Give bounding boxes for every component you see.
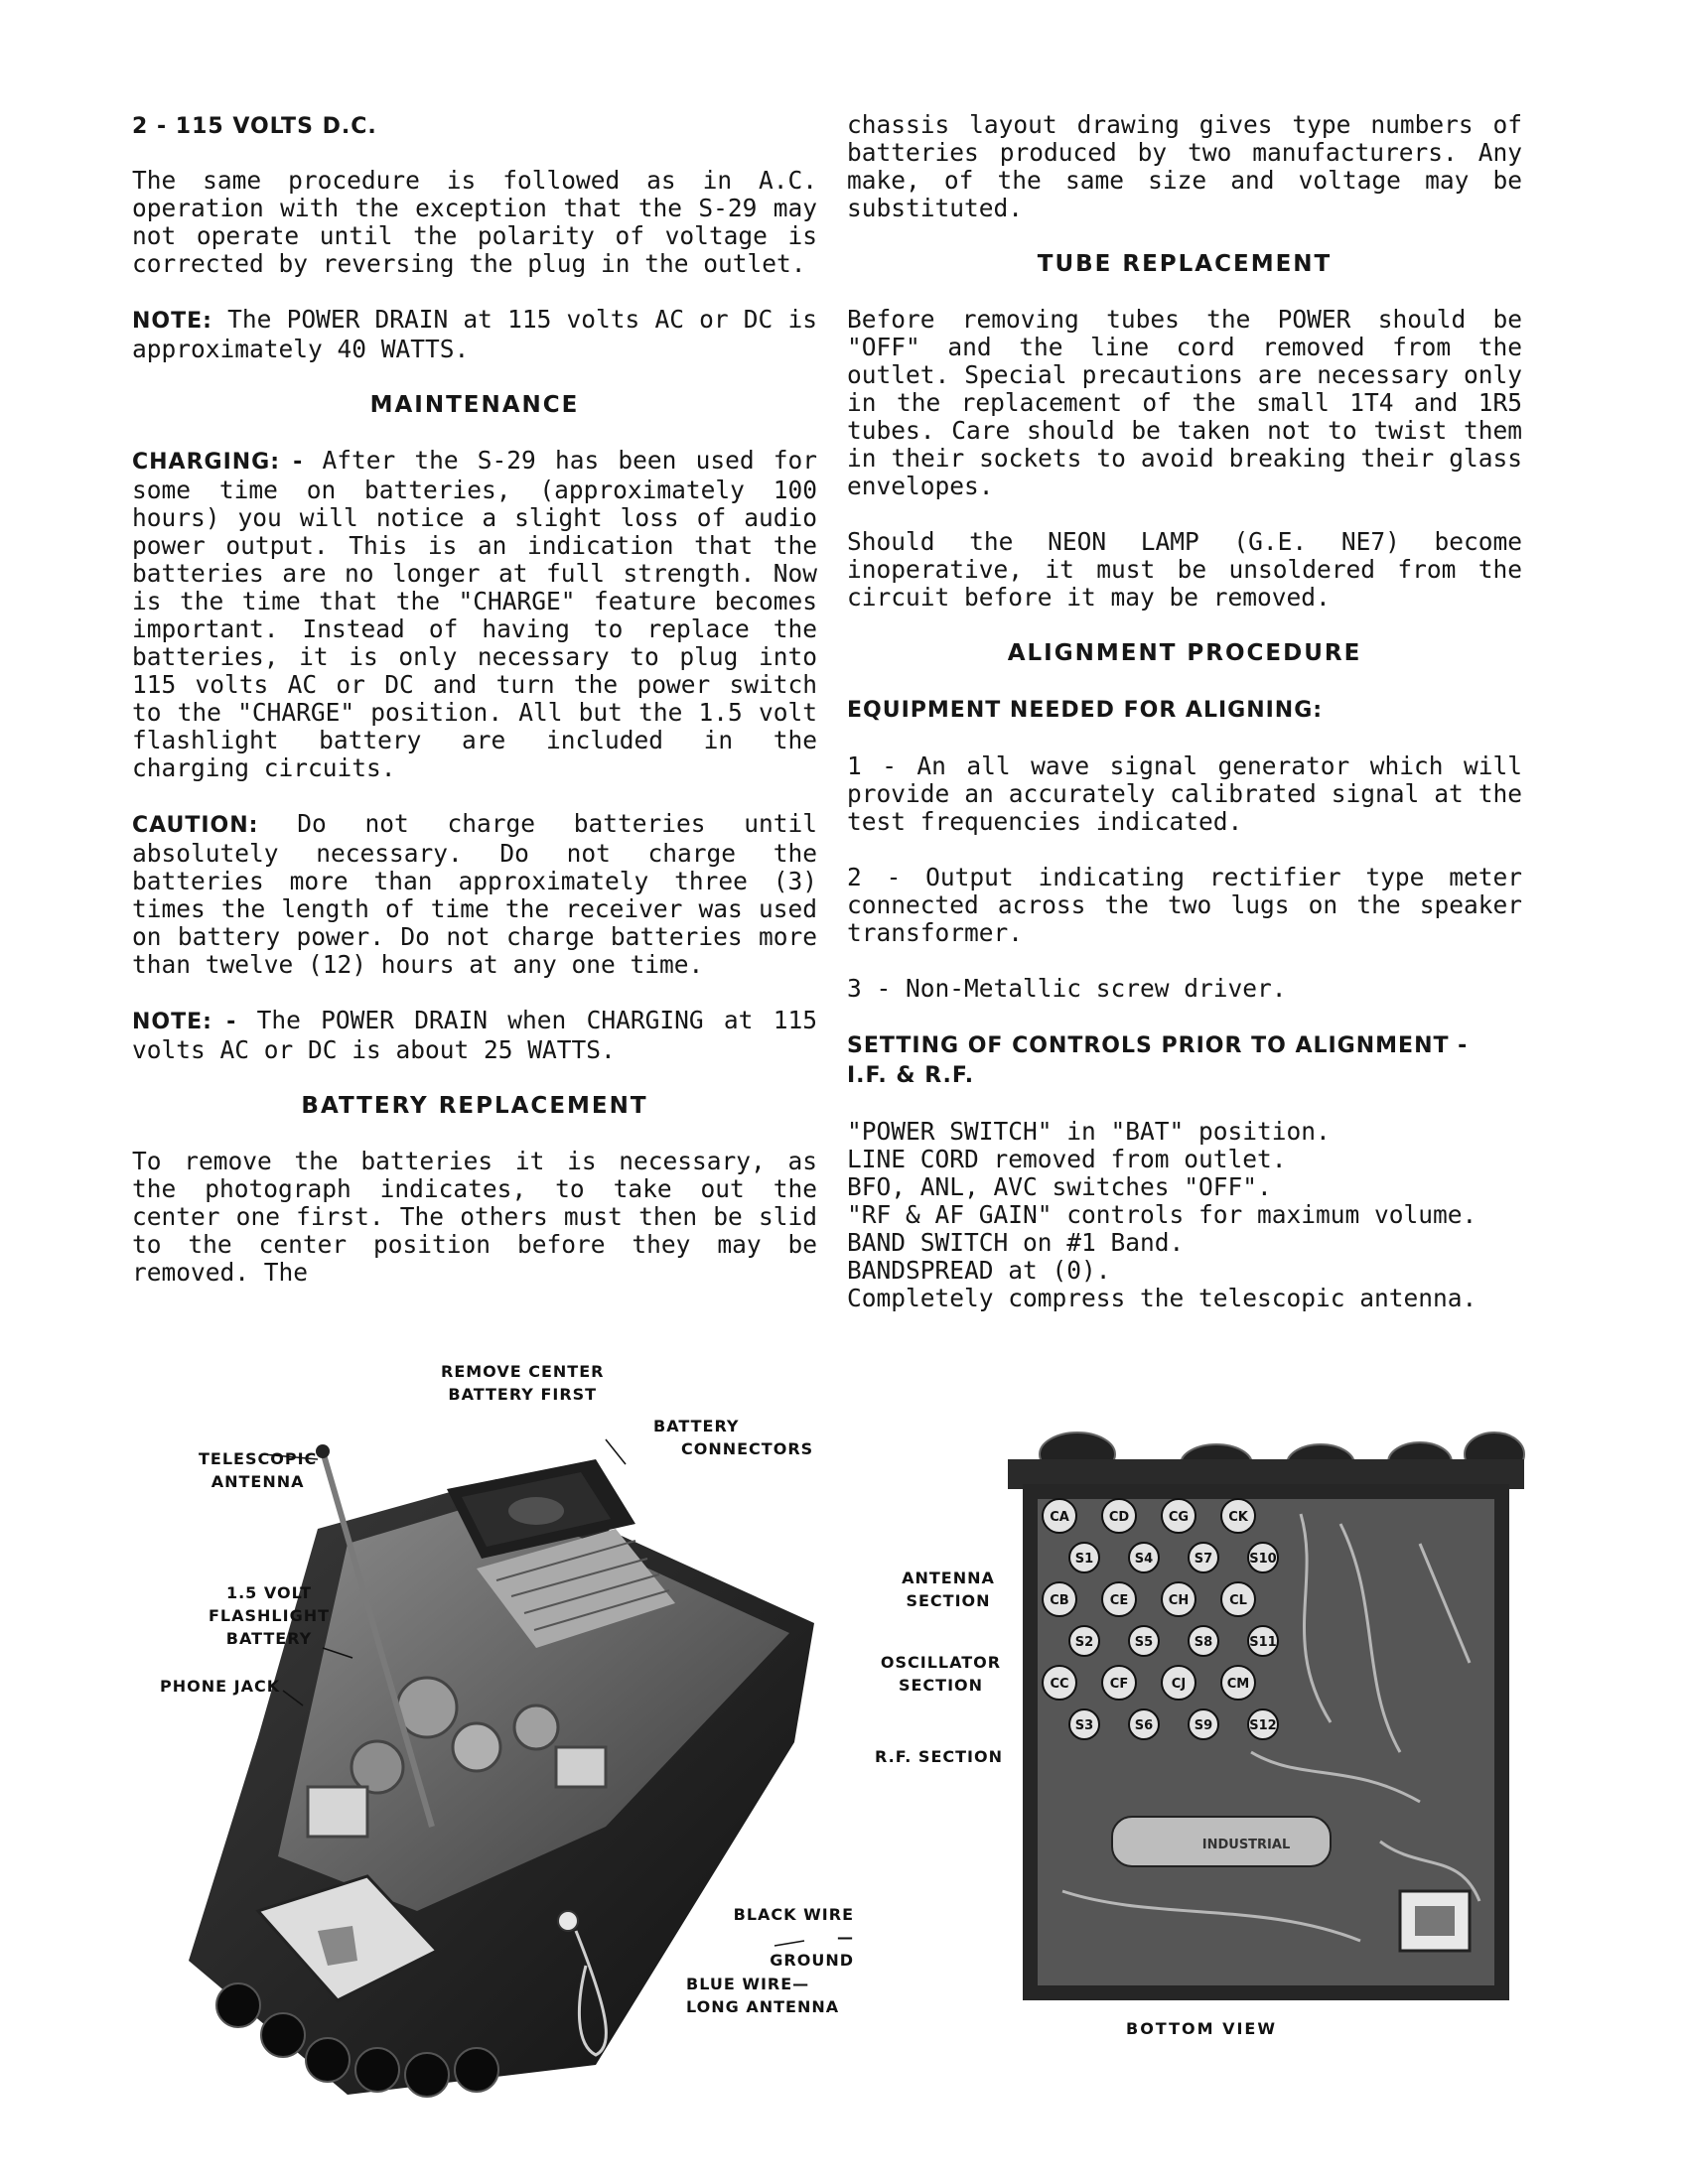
equipment-item: 2 - Output indicating rectifier type meter connected across the two lugs on the speaker transformer. <box>847 863 1522 947</box>
left-column <box>132 111 817 1314</box>
right-column <box>847 111 1522 1312</box>
equipment-label: EQUIPMENT NEEDED FOR ALIGNING: <box>847 698 1324 723</box>
coil-label: CM <box>1226 1677 1250 1692</box>
charging-label: CHARGING: - <box>132 450 304 475</box>
settings-item: Completely compress the telescopic antenna. <box>847 1284 1477 1312</box>
coil-label: S1 <box>1074 1552 1094 1567</box>
settings-item: BAND SWITCH on #1 Band. <box>847 1228 1185 1257</box>
caption-telescopic-antenna: TELESCOPIC ANTENNA <box>199 1449 318 1491</box>
settings-item: BANDSPREAD at (0). <box>847 1256 1111 1285</box>
note2-text: The POWER DRAIN when CHARGING at 115 volts AC or DC is about 25 WATTS. <box>132 1006 817 1064</box>
coil-label: CJ <box>1171 1677 1187 1692</box>
coil-label: S10 <box>1249 1552 1277 1567</box>
caption-rf-section: R.F. SECTION <box>875 1747 1003 1766</box>
equipment-item: 3 - Non-Metallic screw driver. <box>847 974 1287 1003</box>
coil-label: CE <box>1109 1593 1129 1608</box>
caption-blue-wire: BLUE WIRE— LONG ANTENNA <box>686 1975 840 2016</box>
coil-label: CB <box>1050 1593 1069 1608</box>
section-title: 2 - 115 VOLTS D.C. <box>132 114 377 139</box>
alignment-heading: ALIGNMENT PROCEDURE <box>1007 640 1362 666</box>
tube-paragraph: Before removing tubes the POWER should be "OFF" and the line cord removed from the outlet. Special precautions are necessary only in the replacement of the small 1T4 and 1R5 tubes. Care should be taken not to twist them in their sockets to avoid breaking their glass envelopes. <box>847 305 1522 500</box>
coil-label: S5 <box>1134 1635 1154 1650</box>
battery-continued: chassis layout drawing gives type numbers of batteries produced by two manufacturers. Any make, of the same size and voltage may be substituted. <box>847 110 1522 222</box>
coil-label: CK <box>1228 1510 1248 1525</box>
caution-text: Do not charge batteries until absolutely necessary. Do not charge the batteries more than approximately three (3) times the length of time the receiver was used on battery power. Do not charge batteries more than twelve (12) hours at any one time. <box>132 809 817 979</box>
coil-label: CC <box>1050 1677 1069 1692</box>
battery-heading: BATTERY REPLACEMENT <box>301 1093 648 1119</box>
note-charging <box>132 1007 817 1064</box>
coil-label: CG <box>1168 1510 1190 1525</box>
battery-paragraph: To remove the batteries it is necessary, as the photograph indicates, to take out the center one first. The others must then be slid to the center position before they may be removed. The <box>132 1147 817 1287</box>
coil-label: CD <box>1108 1510 1130 1525</box>
caption-antenna-section: ANTENNA SECTION <box>902 1569 995 1610</box>
coil-label: S8 <box>1194 1635 1213 1650</box>
settings-item: LINE CORD removed from outlet. <box>847 1145 1287 1173</box>
caption-bottom-view: BOTTOM VIEW <box>1126 2019 1277 2038</box>
coil-label: S9 <box>1194 1718 1213 1733</box>
caption-black-wire: BLACK WIRE— GROUND <box>733 1905 854 1970</box>
note-text: The POWER DRAIN at 115 volts AC or DC is approximately 40 WATTS. <box>132 305 817 363</box>
coil-label: CH <box>1168 1593 1190 1608</box>
coil-label: S11 <box>1249 1635 1277 1650</box>
coil-label: S12 <box>1249 1718 1277 1733</box>
charging-paragraph <box>132 447 817 782</box>
charging-text: After the S-29 has been used for some time on batteries, (approximately 100 hours) you will notice a slight loss of audio power output. This is an indication that the batteries are no longer at full strength. Now is the time that the "CHARGE" feature becomes important. Instead of having to replace the batteries, it is only necessary to plug into 115 volts AC or DC and turn the power switch to the "CHARGE" position. All but the 1.5 volt flashlight battery are included in the charging circuits. <box>132 446 817 782</box>
dc-paragraph: The same procedure is followed as in A.C. operation with the exception that the S-29 may not operate until the polarity of voltage is corrected by reversing the plug in the outlet. <box>132 166 817 278</box>
note-power-drain <box>132 306 817 363</box>
settings-list <box>847 1118 1522 1312</box>
coil-label: S4 <box>1134 1552 1154 1567</box>
settings-item: "POWER SWITCH" in "BAT" position. <box>847 1117 1331 1146</box>
coil-label: CL <box>1229 1593 1247 1608</box>
neon-paragraph: Should the NEON LAMP (G.E. NE7) become inoperative, it must be unsoldered from the circuit before it may be removed. <box>847 527 1522 612</box>
bottom-view-photo <box>1003 1425 1529 2000</box>
coil-label: CA <box>1050 1510 1069 1525</box>
coil-label: S3 <box>1074 1718 1094 1733</box>
note2-label: NOTE: - <box>132 1010 237 1034</box>
caution-paragraph <box>132 810 817 979</box>
caption-flashlight-battery: 1.5 VOLT FLASHLIGHT BATTERY <box>209 1583 331 1648</box>
capacitor-print: INDUSTRIAL <box>1201 1838 1291 1852</box>
coil-label: S2 <box>1074 1635 1094 1650</box>
settings-label: SETTING OF CONTROLS PRIOR TO ALIGNMENT - I.F. & R.F. <box>847 1033 1469 1088</box>
caption-phone-jack: PHONE JACK <box>160 1677 281 1696</box>
maintenance-heading: MAINTENANCE <box>369 392 580 418</box>
settings-item: BFO, ANL, AVC switches "OFF". <box>847 1172 1272 1201</box>
coil-label: S6 <box>1134 1718 1154 1733</box>
settings-item: "RF & AF GAIN" controls for maximum volume. <box>847 1200 1477 1229</box>
caption-remove-center: REMOVE CENTER BATTERY FIRST <box>441 1362 605 1404</box>
coil-label: CF <box>1109 1677 1129 1692</box>
tube-heading: TUBE REPLACEMENT <box>1037 251 1333 277</box>
caption-battery-connectors: BATTERY CONNECTORS <box>653 1417 814 1458</box>
equipment-item: 1 - An all wave signal generator which will provide an accurately calibrated signal at the test frequencies indicated. <box>847 751 1522 836</box>
caption-oscillator-section: OSCILLATOR SECTION <box>880 1653 1002 1695</box>
note-label: NOTE: <box>132 309 212 334</box>
caution-label: CAUTION: <box>132 813 259 838</box>
coil-label: S7 <box>1194 1552 1213 1567</box>
